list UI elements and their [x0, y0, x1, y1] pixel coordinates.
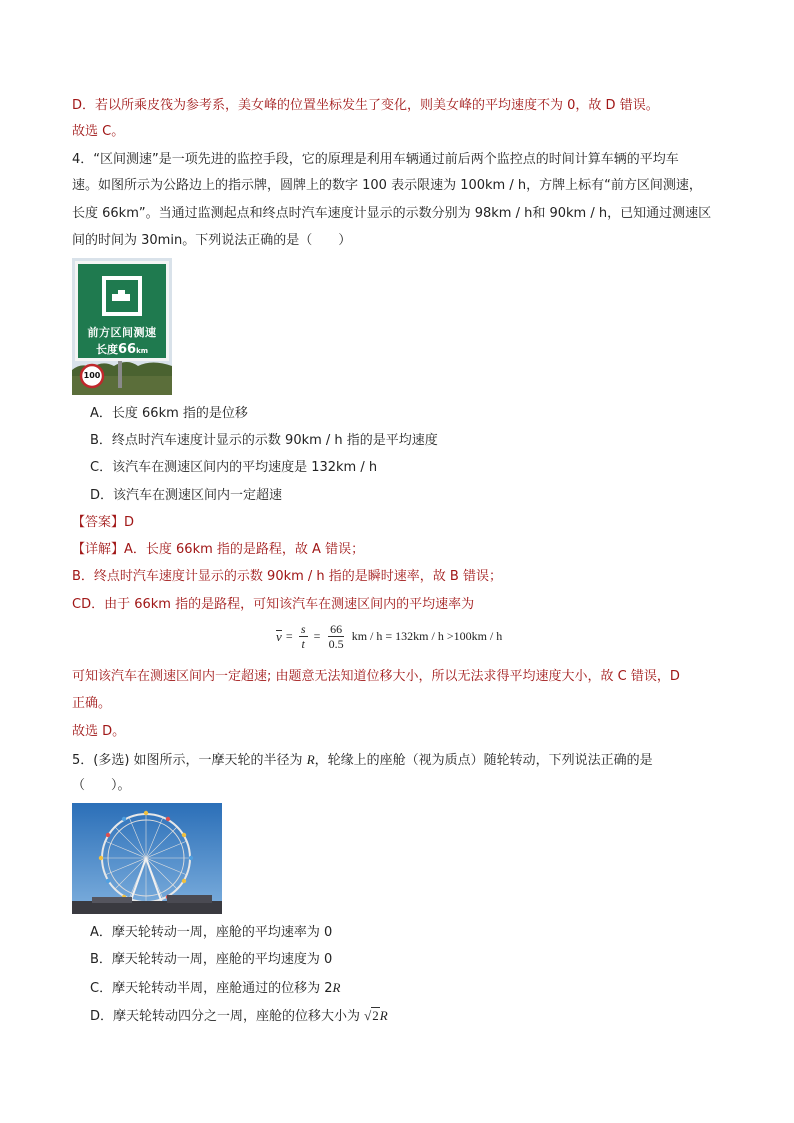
- q4-choose: 故选 D。: [72, 724, 126, 739]
- sign-text-line2: [72, 341, 172, 357]
- average-speed-formula: [276, 622, 502, 656]
- sqrt-radicand: 2: [372, 1008, 379, 1023]
- q4-detail-line3: CD．由于 66km 指的是路程，可知该汽车在测速区间内的平均速率为: [72, 597, 475, 612]
- sqrt-symbol: √2: [364, 1008, 379, 1023]
- formula-66-over-05: [327, 622, 346, 651]
- q4-stem-line3: 长度 66km”。当通过监测起点和终点时汽车速度计显示的示数分别为 98km / h和 90km / h，已知通过测速区: [72, 206, 712, 221]
- q4-stem-line2: 速。如图所示为公路边上的指示牌，圆牌上的数字 100 表示限速为 100km / h，方牌上标有“前方区间测速，: [72, 178, 702, 193]
- formula-s: s: [300, 622, 306, 636]
- q5-stem-line1: [72, 750, 653, 771]
- formula-eq1: =: [285, 629, 293, 643]
- q5-option-b: B．摩天轮转动一周，座舱的平均速度为 0: [90, 952, 333, 967]
- q4-option-c: C．该汽车在测速区间内的平均速度是 132km / h: [90, 460, 378, 475]
- sign-length-label: 长度: [95, 343, 118, 356]
- sign-text-line1: 前方区间测速: [87, 326, 157, 339]
- detail-label: 【详解】: [72, 542, 125, 557]
- q5-stem-R: R: [306, 752, 315, 767]
- q5-option-d-R: R: [379, 1008, 388, 1023]
- q5-option-d: [90, 1006, 388, 1027]
- q4-detail-line1: [72, 540, 364, 560]
- q5-stem-b: ，轮缘上的座舱（视为质点）随轮转动，下列说法正确的是: [314, 753, 653, 768]
- formula-v: v: [276, 628, 282, 644]
- q3-choose: 故选 C。: [72, 124, 125, 139]
- q4-detail-line4: 可知该汽车在测速区间内一定超速; 由题意无法知道位移大小，所以无法求得平均速度大小，故 C 错误，D: [72, 669, 680, 684]
- q4-option-d: D．该汽车在测速区间内一定超速: [90, 488, 283, 503]
- q5-option-c: [90, 978, 340, 999]
- q4-detail-line5: 正确。: [72, 696, 112, 711]
- q5-option-c-text: C．摩天轮转动半周，座舱通过的位移为 2: [90, 981, 333, 996]
- q4-answer: 【答案】D: [72, 515, 135, 530]
- q4-sign-photo: [72, 258, 172, 395]
- q5-option-a: A．摩天轮转动一周，座舱的平均速率为 0: [90, 925, 333, 940]
- q4-stem-line1: 4．“区间测速”是一项先进的监控手段，它的原理是利用车辆通过前后两个监控点的时间计算车辆的平均车: [72, 152, 679, 167]
- q5-option-c-R: R: [332, 980, 341, 995]
- q3-option-d-analysis: D．若以所乘皮筏为参考系，美女峰的位置坐标发生了变化，则美女峰的平均速度不为 0，故 D 错误。: [72, 98, 659, 113]
- formula-eq2: =: [313, 629, 321, 643]
- formula-t: t: [301, 637, 305, 651]
- formula-num: 66: [330, 622, 343, 636]
- q5-option-d-text: D．摩天轮转动四分之一周，座舱的位移大小为: [90, 1009, 365, 1024]
- ferris-wheel-illustration: [72, 803, 222, 914]
- q4-detail-line2: B．终点时汽车速度计显示的示数 90km / h 指的是瞬时速率，故 B 错误；: [72, 569, 502, 584]
- q5-ferris-wheel-photo: [72, 803, 222, 914]
- q4-stem-line4: 间的时间为 30min。下列说法正确的是（ ）: [72, 233, 352, 248]
- sign-length-number: 66: [117, 342, 137, 357]
- formula-den: 0.5: [328, 637, 344, 651]
- sign-length-unit: km: [136, 347, 149, 355]
- formula-result: km / h = 132km / h >100km / h: [351, 629, 503, 643]
- detail-a: A．长度 66km 指的是路程，故 A 错误；: [124, 542, 365, 557]
- q5-stem-line2: （ ）。: [72, 778, 131, 793]
- q4-option-a: A．长度 66km 指的是位移: [90, 406, 248, 421]
- speed-limit-sign: 100: [83, 371, 101, 380]
- q5-stem-a: 5．(多选) 如图所示，一摩天轮的半径为: [72, 753, 307, 768]
- q4-option-b: B．终点时汽车速度计显示的示数 90km / h 指的是平均速度: [90, 433, 438, 448]
- formula-s-over-t: [299, 622, 308, 651]
